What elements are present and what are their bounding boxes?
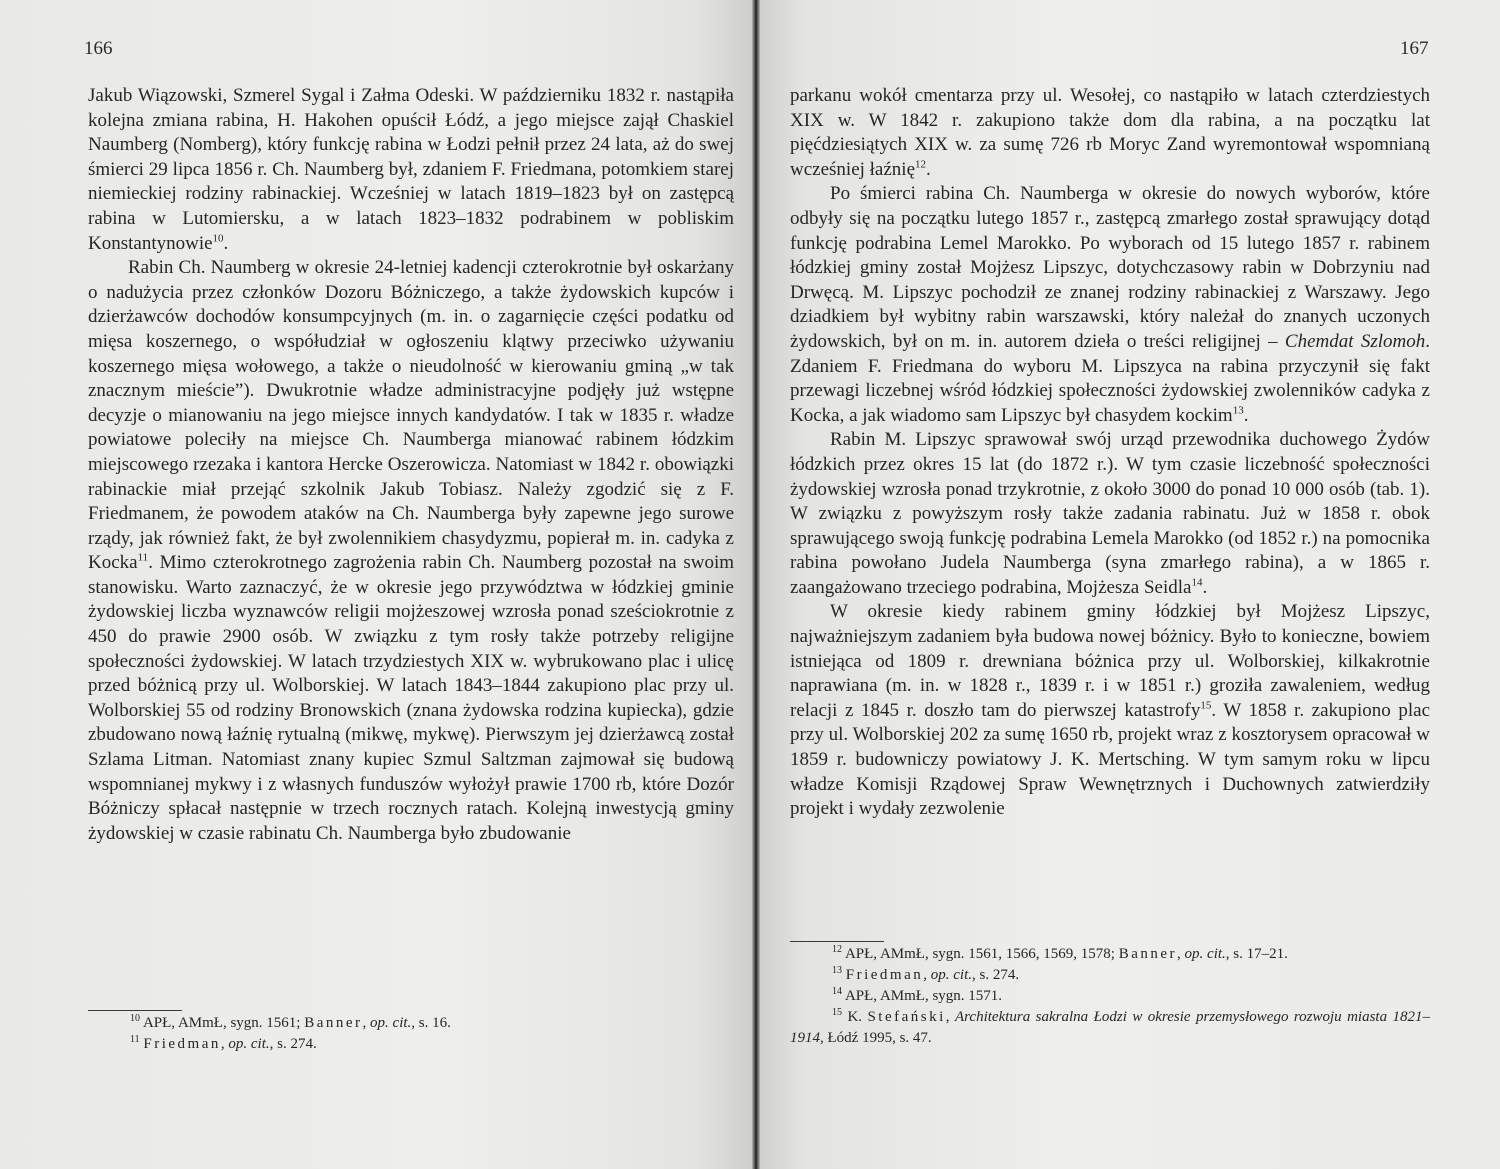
footnote [88,1034,734,1055]
text-run: , Łódź 1995, s. 47. [820,1030,932,1046]
paragraph [790,428,1430,600]
text-run: Rabin M. Lipszyc sprawował swój urząd przewodnika duchowego Żydów łódzkich przez okres 15 lat (do 1872 r.). W tym czasie liczebność społeczności żydowskiej wzrosła ponad trzykrotnie, z około 3000 do ponad 10 000 osób (tab. 1). W związku z powyższym rosły także zadania rabinatu. Już w 1858 r. obok sprawującego swoją funkcję podrabina Lemela Marokko (od 1852 r.) na pomocnika rabina powołano Judela Naumberga (syna zmarłego rabina), a w 1865 r. zaangażowano trzeciego podrabina, Mojżesza Seidla [790,429,1430,598]
paragraph [790,84,1430,182]
text-run: APŁ, AMmŁ, sygn. 1561; [142,1015,305,1031]
footnote-ref: 11 [137,551,149,564]
text-run: , s. 17–21. [1225,946,1288,962]
text-run: , [362,1015,371,1031]
text-run: . Mimo czterokrotnego zagrożenia rabin Ch. Naumberg pozostał na swoim stanowisku. Warto zaznaczyć, że w okresie jego przywództwa w łódzkiej gminie żydowskiej liczba wyznawców religii mojżeszowej wzrosła ponad sześciokrotnie z 450 do prawie 2900 osób. W związku z tym rosły także potrzeby religijne społeczności żydowskiej. W latach trzydziestych XIX w. wybrukowano plac i ulicę przed bóżnicą przy ul. Wolborskiej. W latach 1843–1844 zakupiono plac przy ul. Wolborskiej 55 od rodziny Bronowskich (znana żydowska rodzina kupiecka), gdzie zbudowano nową łaźnię rytualną (mikwę, mykwę). Pierwszym jej dzierżawcą został Szlama Litman. Natomiast znany kupiec Szmul Saltzman zajmował się budową wspomnianej mykwy i z własnych funduszów wyłożył prawie 1700 rb, które Dozór Bóżniczy spłacał następnie w trzech rocznych ratach. Kolejną inwestycją gminy żydowskiej w czasie rabinatu Ch. Naumberga było zbudowanie [88,552,734,844]
page-number: 166 [84,38,113,59]
footnote [790,986,1430,1007]
footnote-number: 14 [832,986,842,997]
text-run: , [923,967,931,983]
body-text [88,84,734,846]
footnote-number: 15 [832,1007,842,1018]
footnote-number: 10 [130,1013,140,1024]
author-name: Banner [304,1015,363,1031]
body-text [790,84,1430,822]
text-run: Po śmierci rabina Ch. Naumberga w okresie do nowych wyborów, które odbyły się na początku lutego 1857 r., zastępcą zmarłego został sprawujący dotąd funkcję podrabina Lemel Marokko. Po wyborach od 15 lutego 1857 r. rabinem łódzkiej gminy został Mojżesz Lipszyc, dotychczasowy rabin w Dobrzyniu nad Drwęcą. M. Lipszyc pochodził ze znanej rodziny rabinackiej z Warszawy. Jego dziadkiem był wybitny rabin warszawski, który należał do znanych uczonych żydowskich, był on m. in. autorem dzieła o treści religijnej – [790,183,1430,352]
footnote [790,965,1430,986]
page-number: 167 [1400,38,1429,59]
text-run: Rabin Ch. Naumberg w okresie 24-letniej kadencji czterokrotnie był oskarżany o nadużycia przez członków Dozoru Bóżniczego, a także żydowskich kupców i dzierżawców dochodów konsumpcyjnych (m. in. o zagarnięcie części podatku od mięsa koszernego, o współudział w ogłoszeniu klątwy przeciwko używaniu koszernego mięsa wołowego, a także o nieudolność w kierowaniu gminą „w tak znacznym mieście”). Dwukrotnie władze administracyjne podjęły już wstępne decyzje o mianowaniu na jego miejsce innych kandydatów. I tak w 1835 r. władze powiatowe poleciły na miejsce Ch. Naumberga mianować rabinem łódzkim miejscowego rzezaka i kantora Hercke Oszerowicza. Natomiast w 1842 r. obowiązki rabinackie miał przejąć szkolnik Jakub Tobiasz. Należy zgodzić się z F. Friedmanem, że powodem ataków na Ch. Naumberga były zapewne jego surowe rządy, jak również fakt, że był zwolennikiem chasydyzmu, popierał m. in. cadyka z Kocka [88,257,734,574]
text-run: , s. 274. [269,1036,317,1052]
italic-text: op. cit. [228,1036,270,1052]
text-run: . [223,232,229,254]
text-run: . W 1858 r. zakupiono plac przy ul. Wolborskiej 202 za sumę 1650 rb, projekt wraz z kosztorysem opracował w 1859 r. budowniczy powiatowy J. K. Mertsching. W tym samym roku w lipcu władze Komisji Rządowej Spraw Wewnętrznych i Duchownych zatwierdziły projekt i wydały zezwolenie [790,699,1430,820]
book-gutter [752,0,760,1169]
text-run: . Zdaniem F. Friedmana do wyboru M. Lipszyca na rabina przyczynił się fakt przewagi liczebnej wśród łódzkiej społeczności żydowskiej zwolenników cadyka z Kocka, a jak wiadomo sam Lipszyc był chasydem kockim [790,330,1431,426]
italic-text: op. cit. [1184,946,1226,962]
author-name: Banner [1118,946,1178,962]
text-run: W okresie kiedy rabinem gminy łódzkiej był Mojżesz Lipszyc, najważniejszym zadaniem była budowa nowej bóżnicy. Było to konieczne, bowiem istniejąca od 1809 r. drewniana bóżnica przy ul. Wolborskiej, kilkakrotnie naprawiana (m. in. w 1828 r., 1839 r. i w 1851 r.) groziła zawaleniem, według relacji z 1845 r. doszło tam do pierwszej katastrofy [790,601,1430,721]
footnote-ref: 12 [915,158,927,171]
italic-text: op. cit. [930,967,972,983]
text-run: APŁ, AMmŁ, sygn. 1571. [844,988,1003,1004]
right-page [760,0,1500,1169]
text-run: K. [847,1009,868,1025]
footnote [790,1007,1430,1049]
text-run: , s. 274. [972,967,1020,983]
text-run: . [1243,404,1249,426]
footnote-ref: 14 [1191,576,1203,589]
author-name: Friedman [845,967,924,983]
footnote-number: 13 [832,965,842,976]
footnote-number: 12 [832,944,842,955]
footnote [790,944,1430,965]
author-name: Friedman [143,1036,221,1052]
text-run: APŁ, AMmŁ, sygn. 1561, 1566, 1569, 1578; [844,946,1119,962]
text-run: . [926,158,931,180]
text-run: Jakub Wiązowski, Szmerel Sygal i Załma Odeski. W październiku 1832 r. nastąpiła kolejna zmiana rabina, H. Hakohen opuścił Łódź, a jego miejsce zajął Chaskiel Naumberg (Nomberg), który funkcję rabina w Łodzi pełnił przez 24 lata, aż do swej śmierci 29 lipca 1856 r. Ch. Naumberg był, zdaniem F. Friedmana, potomkiem starej niemieckiej rodziny rabinackiej. Wcześniej w latach 1819–1823 był on zastępcą rabina w Lutomiersku, a w latach 1823–1832 podrabinem w pobliskim Konstantynowie [88,85,734,254]
text-run: , s. 16. [411,1015,451,1031]
paragraph [88,84,734,256]
text-run: parkanu wokół cmentarza przy ul. Wesołej, co nastąpiło w latach czterdziestych XIX w. W 1842 r. zakupiono także dom dla rabina, a na początku lat pięćdziesiątych XIX w. za sumę 726 rb Moryc Zand wyremontował wspomnianą wcześniej łaźnię [790,85,1430,180]
footnote-rule [790,941,884,942]
italic-text: Architektura sakralna Łodzi w okresie przemysłowego rozwoju miasta 1821–1914 [790,1009,1431,1046]
footnotes [88,1013,734,1055]
footnote-ref: 13 [1232,404,1244,417]
text-run: , [945,1009,955,1025]
text-run: , [220,1036,229,1052]
footnote-ref: 10 [212,232,224,245]
paragraph [88,256,734,846]
footnote-number: 11 [130,1034,140,1045]
footnote-rule [88,1010,182,1011]
text-run: , [1177,946,1185,962]
footnote [88,1013,734,1034]
text-run: . [1202,576,1208,598]
author-name: Stefański [867,1009,946,1025]
footnotes [790,944,1430,1049]
italic-text: Chemdat Szlomoh [1284,330,1426,352]
paragraph [790,182,1430,428]
paragraph [790,600,1430,821]
footnote-ref: 15 [1200,699,1212,712]
italic-text: op. cit. [370,1015,412,1031]
